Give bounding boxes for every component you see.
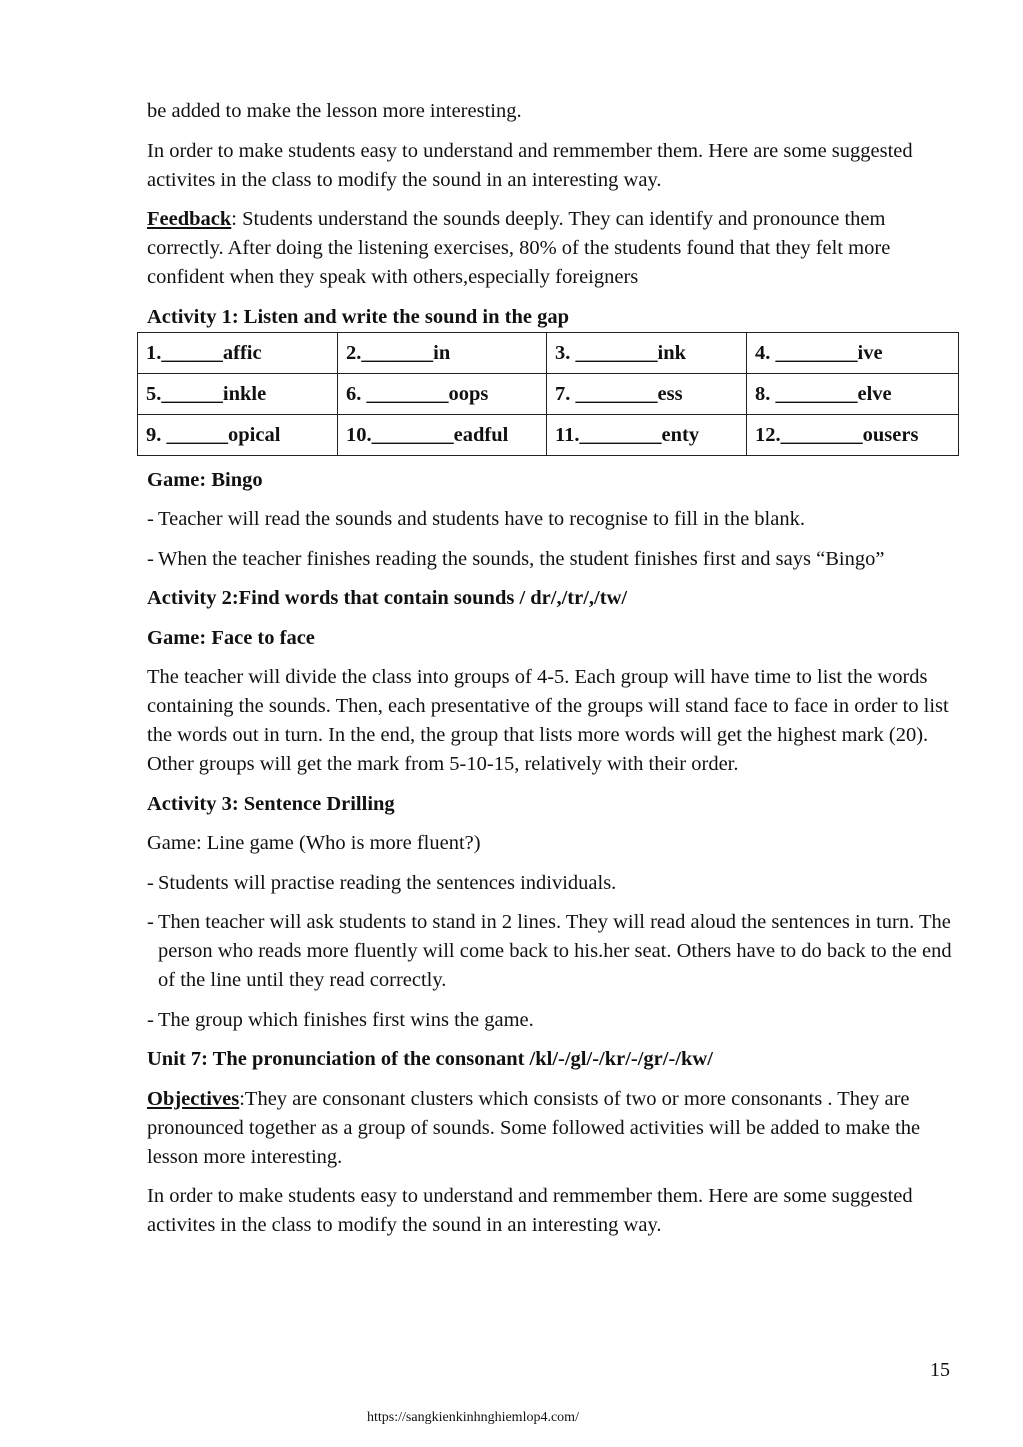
list-item-text: Teacher will read the sounds and students have to recognise to fill in the blank. (158, 508, 805, 530)
table-cell: 12.________ousers (747, 414, 959, 455)
page-number: 15 (930, 1359, 950, 1381)
list-item (147, 908, 959, 995)
table-cell: 5.______inkle (138, 373, 338, 414)
line-game: Game: Line game (Who is more fluent?) (147, 832, 481, 854)
list-item (147, 505, 959, 534)
feedback-text: : Students understand the sounds deeply. They can identify and pronounce them correctly. After doing the listening exercises, 80% of the students found that they felt more confident when they speak with others,especially foreigners (147, 208, 891, 288)
table-cell: 8. ________elve (747, 373, 959, 414)
table-cell: 9. ______opical (138, 414, 338, 455)
table-cell: 7. ________ess (547, 373, 747, 414)
table-cell: 10.________eadful (338, 414, 547, 455)
activity1-title: Activity 1: Listen and write the sound in the gap (147, 305, 569, 328)
table-cell: 11.________enty (547, 414, 747, 455)
face-text: The teacher will divide the class into groups of 4-5. Each group will have time to list the words containing the sounds. Then, each presentative of the groups will stand face to face in order to list the words out in turn. In the end, the group that lists more words will get the highest mark (20). Other groups will get the mark from 5-10-15, relatively with their order. (147, 666, 949, 775)
unit7-title: Unit 7: The pronunciation of the consonant /kl/-/gl/-/kr/-/gr/-/kw/ (147, 1048, 713, 1070)
dash-marker: - (147, 1008, 154, 1031)
list-item-text: When the teacher finishes reading the sounds, the student finishes first and says “Bingo” (158, 547, 885, 570)
bingo-title: Game: Bingo (147, 468, 263, 491)
table-cell: 4. ________ive (747, 332, 959, 373)
activity3-title: Activity 3: Sentence Drilling (147, 792, 395, 815)
activity2-title: Activity 2:Find words that contain sounds / dr/,/tr/,/tw/ (147, 587, 628, 609)
paragraph-suggestions-2: In order to make students easy to understand and remmember them. Here are some suggested activites in the class to modify the sound in an interesting way. (147, 1185, 913, 1236)
feedback-label: Feedback (147, 208, 232, 230)
list-item-text: Students will practise reading the sentences individuals. (158, 871, 617, 894)
list-item (147, 545, 959, 574)
table-cell: 6. ________oops (338, 373, 547, 414)
footer-url[interactable]: https://sangkienkinhnghiemlop4.com/ (367, 1410, 579, 1425)
list-item-text: The group which finishes first wins the game. (158, 1008, 534, 1031)
document-body (147, 97, 959, 1251)
dash-marker: - (147, 871, 154, 894)
objectives-text: :They are consonant clusters which consists of two or more consonants . They are pronounced together as a group of sounds. Some followed activities will be added to make the lesson more interesting. (147, 1087, 921, 1168)
paragraph-intro: be added to make the lesson more interesting. (147, 100, 522, 122)
table-cell: 2._______in (338, 332, 547, 373)
list-item (147, 1006, 959, 1035)
objectives-label: Objectives (147, 1087, 240, 1110)
activity1-table (137, 332, 959, 456)
dash-marker: - (147, 911, 154, 933)
paragraph-feedback (147, 205, 959, 292)
table-row (138, 373, 959, 414)
list-item-text: Then teacher will ask students to stand in 2 lines. They will read aloud the sentences in turn. The person who reads more fluently will come back to his.her seat. Others have to do back to the end of the line until they read correctly. (158, 911, 952, 991)
dash-marker: - (147, 547, 154, 570)
table-cell: 1.______affic (138, 332, 338, 373)
paragraph-suggestions: In order to make students easy to understand and remmember them. Here are some suggested activites in the class to modify the sound in an interesting way. (147, 139, 913, 191)
table-row (138, 332, 959, 373)
table-row (138, 414, 959, 455)
table-cell: 3. ________ink (547, 332, 747, 373)
list-item (147, 869, 959, 898)
dash-marker: - (147, 508, 154, 530)
paragraph-objectives (147, 1085, 959, 1172)
face-title: Game: Face to face (147, 626, 315, 649)
